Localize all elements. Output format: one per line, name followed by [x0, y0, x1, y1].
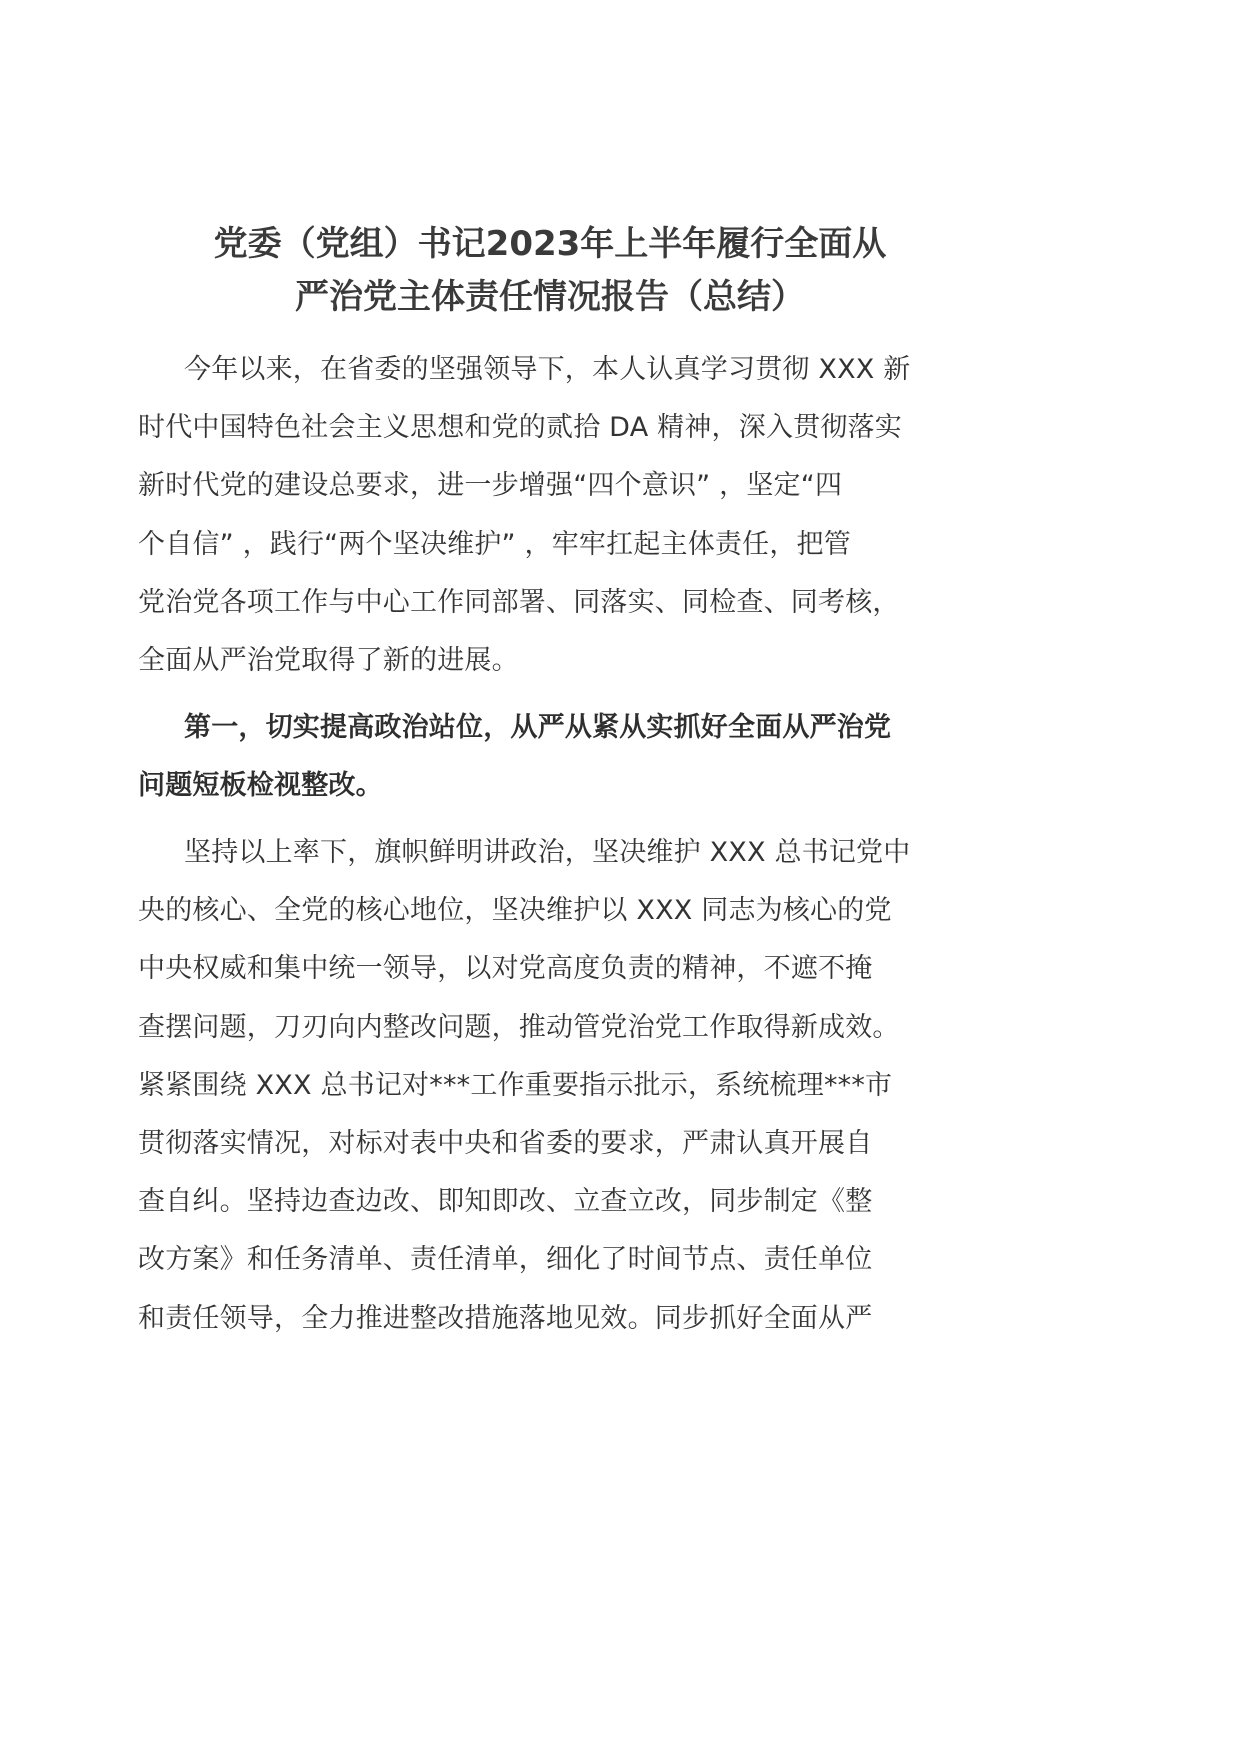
paragraph-line: 全面从严治党取得了新的进展。 [138, 645, 519, 677]
paragraph-line: 改方案》和任务清单、责任清单，细化了时间节点、责任单位 [138, 1244, 873, 1276]
title-line: 严治党主体责任情况报告（总结） [295, 277, 805, 317]
body-paragraph [138, 824, 970, 1348]
paragraph-line: 中央权威和集中统一领导，以对党高度负责的精神，不遮不掩 [138, 953, 873, 985]
paragraph-line: 个自信” ，践行“两个坚决维护” ，牢牢扛起主体责任，把管 [138, 528, 851, 560]
paragraph-line: 坚持以上率下，旗帜鲜明讲政治，坚决维护 XXX 总书记党中 [184, 837, 911, 868]
heading-line: 问题短板检视整改。 [138, 770, 383, 802]
intro-paragraph [138, 341, 970, 690]
paragraph-line: 紧紧围绕 XXX 总书记对***工作重要指示批示，系统梳理***市 [138, 1069, 893, 1101]
paragraph-line: 今年以来，在省委的坚强领导下，本人认真学习贯彻 XXX 新 [184, 354, 911, 385]
paragraph-line: 央的核心、全党的核心地位，坚决维护以 XXX 同志为核心的党 [138, 895, 892, 927]
paragraph-line: 时代中国特色社会主义思想和党的贰拾 DA 精神，深入贯彻落实 [138, 412, 902, 444]
section-heading [138, 699, 970, 815]
paragraph-line: 党治党各项工作与中心工作同部署、同落实、同检查、同考核， [138, 586, 900, 618]
title-line: 党委（党组）书记2023年上半年履行全面从 [213, 224, 887, 264]
paragraph-line: 查摆问题，刀刃向内整改问题，推动管党治党工作取得新成效。 [138, 1011, 900, 1043]
paragraph-line: 和责任领导，全力推进整改措施落地见效。同步抓好全面从严 [138, 1302, 873, 1334]
paragraph-line: 查自纠。坚持边查边改、即知即改、立查立改，同步制定《整 [138, 1186, 873, 1218]
heading-line: 第一，切实提高政治站位，从严从紧从实抓好全面从严治党 [184, 712, 892, 743]
paragraph-line: 贯彻落实情况，对标对表中央和省委的要求，严肃认真开展自 [138, 1128, 873, 1160]
document-title [130, 218, 970, 324]
paragraph-line: 新时代党的建设总要求，进一步增强“四个意识” ，坚定“四 [138, 470, 843, 502]
